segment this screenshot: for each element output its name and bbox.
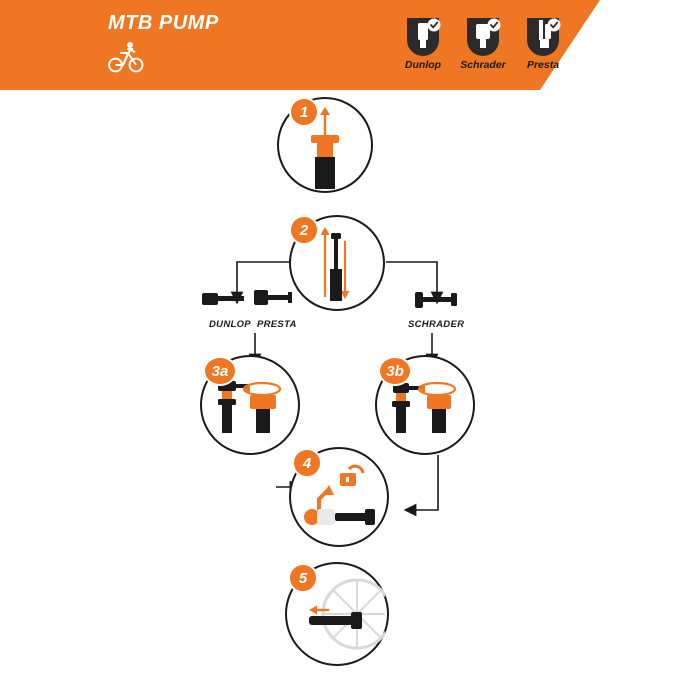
step-4-badge: 4 <box>292 448 322 478</box>
page-title: MTB PUMP <box>108 12 219 34</box>
valve-label-schrader: SCHRADER <box>408 319 465 330</box>
schrader-valve-icon <box>413 286 459 312</box>
valve-type-label: Dunlop <box>404 59 442 71</box>
step-1-badge: 1 <box>289 97 319 127</box>
step-3b-badge: 3b <box>378 356 412 386</box>
valve-type-legend <box>399 12 567 71</box>
valve-label-dunlop: DUNLOP <box>209 319 251 330</box>
cyclist-icon <box>108 40 144 74</box>
valve-type-label: Presta <box>526 59 560 71</box>
valve-type-presta <box>519 12 567 71</box>
dunlop-valve-icon <box>200 285 246 311</box>
step-5-badge: 5 <box>288 563 318 593</box>
step-2-badge: 2 <box>289 215 319 245</box>
header <box>0 0 675 90</box>
presta-valve-icon <box>252 283 298 313</box>
valve-type-schrader <box>459 12 507 71</box>
step-3a-badge: 3a <box>203 356 237 386</box>
valve-head-dunlop-icon <box>401 12 445 56</box>
valve-type-label: Schrader <box>460 59 506 71</box>
valve-head-schrader-icon <box>461 12 505 56</box>
valve-type-dunlop <box>399 12 447 71</box>
valve-head-presta-icon <box>521 12 565 56</box>
valve-label-presta: PRESTA <box>257 319 297 330</box>
